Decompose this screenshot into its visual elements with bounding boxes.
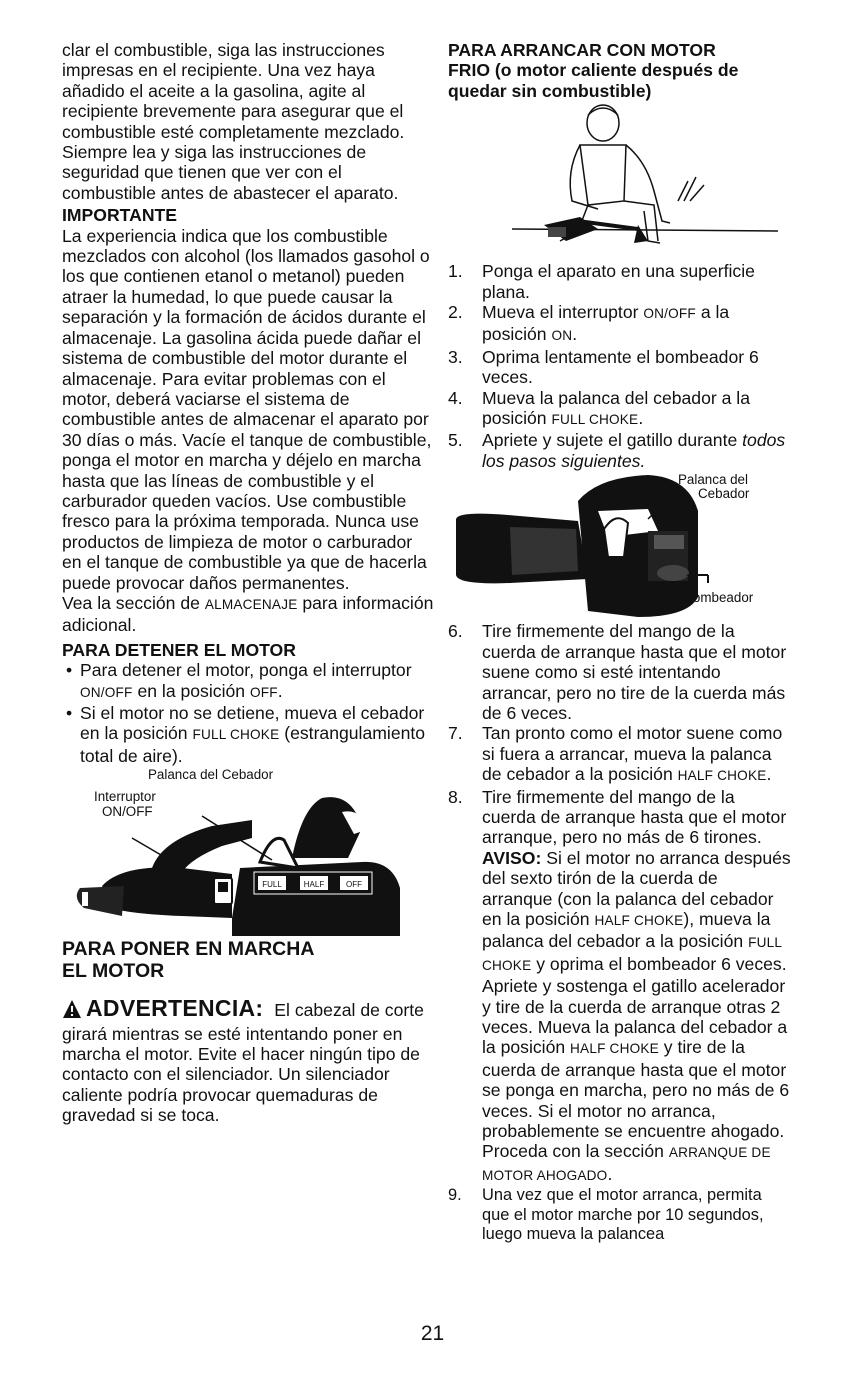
step-2-text: Mueva el interruptor: [482, 302, 639, 323]
warning-title: ADVERTENCIA:: [86, 995, 264, 1022]
cold-start-heading-line2: FRIO (o motor caliente después de: [448, 60, 739, 81]
start-engine-heading-line1: PARA PONER EN MARCHA: [62, 938, 315, 961]
page-number: 21: [420, 1322, 445, 1345]
step-8-text-c: ), mueva la palanca del cebador a la posición: [482, 908, 771, 952]
primer-label: Bombeador: [684, 590, 754, 606]
flooded-engine-term: ARRANQUE DE MOTOR AHOGADO: [482, 1145, 771, 1183]
choke-lever-label-line1: Palanca del: [678, 472, 748, 488]
warning-text: El cabezal de corte girará mientras se esté intentando poner en marcha el motor. Evite el hacer ningún tipo de contacto con el silenciador. Un silenciador caliente podría provocar quemaduras de gravedad si se toca.: [62, 1000, 424, 1126]
step-3: 3. Oprima lentamente el bombeador 6 veces.: [448, 346, 759, 388]
right-column: [448, 40, 793, 1245]
see-storage-paragraph: [62, 593, 434, 636]
step-8: 8. Tire firmemente del mango de la cuerda de arranque hasta que el motor arranque, pero no más de 6 tirones. AVISO: Si el motor no arranca después del sexto tirón de la cuerda de arranque (con la palanca del cebador en la posición HALF CHOKE), mueva la palanca del cebador a la posición FULL CHOKE y oprima el bombeador 6 veces. Apriete y sostenga el gatillo acelerador y tire de la cuerda de arranque otras 2 veces. Mueva la palanca del cebador a la posición HALF CHOKE y tire de la cuerda de arranque hasta que el motor se ponga en marcha, pero no más de 6 veces. Si el motor no arranca, probablemente se encuentre ahogado. Proceda con la sección ARRANQUE DE MOTOR AHOGADO.: [448, 786, 791, 1184]
switch-label-line2: ON/OFF: [102, 804, 153, 820]
step-4-end: .: [638, 408, 644, 429]
step-8-half-choke-term-2: HALF CHOKE: [570, 1041, 659, 1057]
stop-bullet-1-end: .: [277, 680, 283, 701]
step-8-text-e: y tire de la cuerda de arranque hasta que el motor se ponga en marcha, pero no más de 6 veces. Si el motor no arranca, probablemente se encuentre ahogado. Proceda con la sección: [482, 1037, 790, 1162]
step-5-italic: todos los pasos siguientes.: [482, 430, 786, 471]
step-2-on-off-term: ON/OFF: [643, 306, 696, 322]
step-7-text: Tan pronto como el motor suene como si fuera a arrancar, mueva la palanca de cebador a la posición: [482, 723, 783, 785]
step-8-notice-label: AVISO:: [482, 847, 542, 868]
step-5: 5. Apriete y sujete el gatillo durante todos los pasos siguientes.: [448, 430, 786, 471]
stop-bullet-2-text: Si el motor no se detiene, mueva el cebador en la posición: [80, 703, 425, 744]
important-paragraph: La experiencia indica que los combustible mezclados con alcohol (los llamados gasohol o los que contienen etanol o metanol) pueden atraer la humedad, lo que puede causar la separación y la formación de ácidos durante el almacenaje. La gasolina ácida puede dañar el sistema de combustible del motor durante el almacenaje. Para evitar problemas con el motor, deberá vaciarse el sistema de combustible antes de almacenar el aparato por 30 días o más. Vacíe el tanque de combustible, ponga el motor en marcha y déjelo en marcha hasta que las líneas de combustible y el carburador queden vacíos. Use combustible fresco para la próxima temporada. Nunca use productos de limpieza de motor o carburador en el tanque de combustible ya que de hacerla puede provocar daños permanentes.: [62, 225, 432, 593]
step-9: 9. Una vez que el motor arranca, permita que el motor marche por 10 segundos, luego mueva la palancea: [448, 1186, 764, 1244]
off-plate-label: OFF: [346, 880, 362, 890]
step-5-text: Apriete y sujete el gatillo durante: [482, 430, 738, 451]
step-8-end: .: [607, 1163, 613, 1184]
stop-bullet-1-mid: en la posición: [137, 680, 246, 701]
step-2-on-term: ON: [551, 328, 573, 344]
cold-start-heading-line3: quedar sin combustible): [448, 80, 652, 101]
cold-start-steps-a: [448, 261, 793, 471]
start-engine-heading-line2: EL MOTOR: [62, 960, 165, 983]
step-2-end: .: [572, 324, 578, 345]
step-7-end: .: [766, 764, 772, 785]
step-6: 6. Tire firmemente del mango de la cuerda de arranque hasta que el motor suene como si esté intentando arrancar, pero no tire de la cuerda más de 6 veces.: [448, 621, 787, 723]
step-6-text: Tire firmemente del mango de la cuerda de arranque hasta que el motor suene como si esté intentando arrancar, pero no tire de la cuerda más de 6 veces.: [482, 621, 787, 723]
storage-term: ALMACENAJE: [204, 596, 298, 612]
stop-bullet-1-text: Para detener el motor, ponga el interruptor: [80, 660, 412, 681]
step-4: 4. Mueva la palanca del cebador a la posición FULL CHOKE.: [448, 387, 750, 429]
step-3-text: Oprima lentamente el bombeador 6 veces.: [482, 346, 759, 388]
important-heading: IMPORTANTE: [62, 205, 178, 226]
stop-bullet-2: [62, 703, 434, 766]
full-plate-label: FULL: [262, 880, 282, 890]
stop-bullet-2-after: (estrangulamiento total de aire).: [80, 723, 426, 766]
step-2: 2. Mueva el interruptor ON/OFF a la posición ON.: [448, 302, 730, 345]
stop-engine-heading: PARA DETENER EL MOTOR: [62, 639, 296, 660]
choke-lever-label-line2: Cebador: [698, 486, 750, 502]
see-storage-after: para información adicional.: [62, 592, 434, 636]
switch-label-line1: Interruptor: [94, 789, 156, 805]
step-8-full-choke-term: FULL CHOKE: [482, 935, 782, 973]
step-2-mid: a la posición: [482, 302, 730, 345]
choke-lever-label: Palanca del Cebador: [148, 767, 274, 783]
operator-kneeling-illustration: [448, 101, 793, 261]
cold-start-heading-line1: PARA ARRANCAR CON MOTOR: [448, 40, 716, 60]
step-1: 1. Ponga el aparato en una superficie plana.: [448, 261, 755, 302]
operator-figure: [448, 101, 793, 261]
step-1-text: Ponga el aparato en una superficie plana.: [482, 261, 755, 302]
step-8-text-a: Tire firmemente del mango de la cuerda de arranque hasta que el motor arranque, pero no más de 6 tirones.: [482, 786, 787, 848]
stop-engine-list: [62, 660, 434, 766]
switch-choke-figure: [62, 768, 434, 936]
step-7: 7. Tan pronto como el motor suene como si fuera a arrancar, mueva la palanca de cebador a la posición HALF CHOKE.: [448, 723, 783, 785]
off-term: OFF: [249, 684, 278, 700]
step-4-text: Mueva la palanca del cebador a la posición: [482, 387, 750, 429]
step-4-full-choke-term: FULL CHOKE: [551, 412, 639, 428]
warning-paragraph: [62, 995, 434, 1126]
left-column: [62, 40, 434, 1126]
choke-primer-figure: [448, 471, 793, 621]
step-9-text: Una vez que el motor arranca, permita que el motor marche por 10 segundos, luego mueva la palancea: [482, 1186, 764, 1244]
on-off-term: ON/OFF: [80, 684, 133, 700]
see-storage-before: Vea la sección de: [62, 592, 200, 613]
step-8-text-d: y oprima el bombeador 6 veces. Apriete y sostenga el gatillo acelerador y tire de la cuerda de arranque otras 2 veces. Mueva la palanca del cebador a la posición: [482, 953, 788, 1058]
fuel-mixing-paragraph: clar el combustible, siga las instrucciones impresas en el recipiente. Una vez haya añadido el aceite a la gasolina, agite al recipiente brevemente para asegurar que el combustible esté completamente mezclado. Siempre lea y siga las instrucciones de seguridad que tienen que ver con el combustible antes de abastecer el aparato.: [62, 40, 405, 203]
step-7-half-choke-term: HALF CHOKE: [677, 768, 767, 784]
full-choke-term: FULL CHOKE: [192, 727, 280, 743]
step-8-half-choke-term-1: HALF CHOKE: [594, 912, 684, 928]
warning-triangle-icon: [62, 999, 82, 1023]
half-plate-label: HALF: [303, 880, 325, 890]
step-8-text-b: Si el motor no arranca después del sexto tirón de la cuerda de arranque (con la palanca del cebador en la posición: [482, 847, 791, 929]
stop-bullet-1: [62, 660, 434, 703]
cold-start-steps-b: [448, 621, 793, 1245]
